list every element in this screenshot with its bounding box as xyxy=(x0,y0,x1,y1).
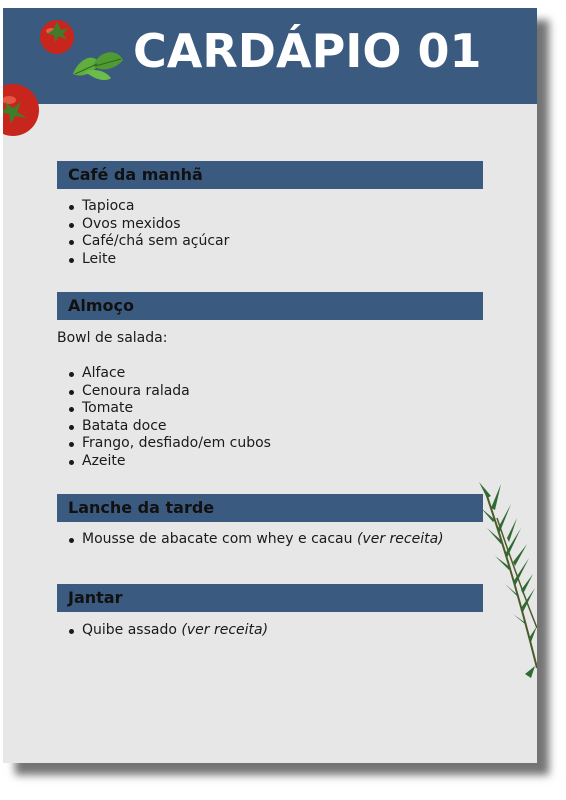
section-header-afternoon-snack xyxy=(57,494,483,522)
basil-leaves-icon xyxy=(69,44,125,84)
list-item: Café/chá sem açúcar xyxy=(63,233,229,251)
section-header-lunch xyxy=(57,292,483,320)
section-title: Almoço xyxy=(68,296,135,315)
list-item: Tomate xyxy=(63,400,271,418)
list-item: Batata doce xyxy=(63,418,271,436)
tomato-icon xyxy=(3,80,41,138)
lunch-intro: Bowl de salada: xyxy=(57,330,168,346)
list-item: Ovos mexidos xyxy=(63,216,229,234)
list-item: Leite xyxy=(63,251,229,269)
lunch-list xyxy=(63,365,271,470)
rosemary-sprig-icon xyxy=(477,478,537,688)
list-item xyxy=(63,531,444,549)
dinner-list xyxy=(63,622,268,640)
list-item: Tapioca xyxy=(63,198,229,216)
section-header-breakfast xyxy=(57,161,483,189)
menu-page xyxy=(3,8,537,763)
section-header-dinner xyxy=(57,584,483,612)
list-item: Frango, desfiado/em cubos xyxy=(63,435,271,453)
item-text: Quibe assado xyxy=(82,622,177,638)
section-title: Jantar xyxy=(68,588,123,607)
section-title: Café da manhã xyxy=(68,165,203,184)
list-item: Alface xyxy=(63,365,271,383)
snack-list xyxy=(63,531,444,549)
breakfast-list xyxy=(63,198,229,268)
list-item xyxy=(63,622,268,640)
recipe-link[interactable]: (ver receita) xyxy=(181,622,269,638)
item-text: Mousse de abacate com whey e cacau xyxy=(82,531,353,547)
list-item: Azeite xyxy=(63,453,271,471)
recipe-link[interactable]: (ver receita) xyxy=(356,531,444,547)
section-title: Lanche da tarde xyxy=(68,498,215,517)
list-item: Cenoura ralada xyxy=(63,383,271,401)
page-title: CARDÁPIO 01 xyxy=(133,24,482,78)
